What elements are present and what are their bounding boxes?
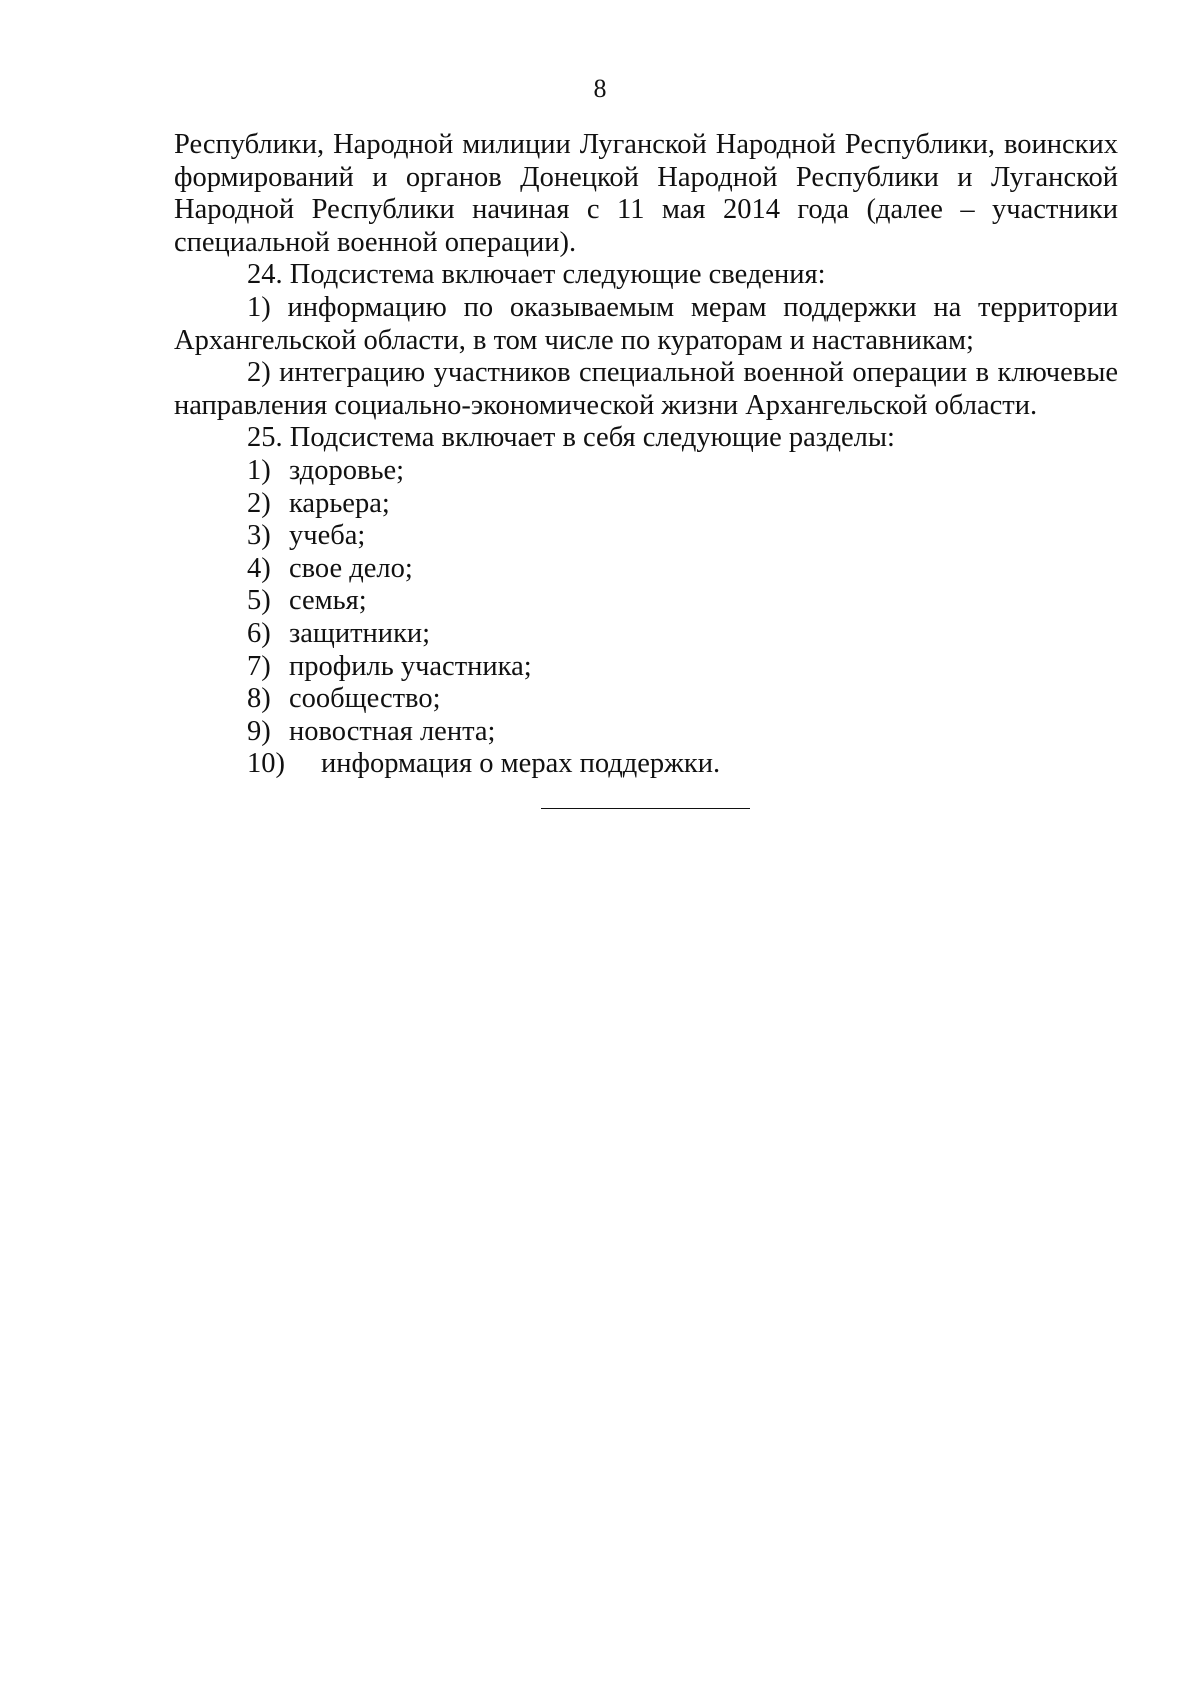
list-item-text: профиль участника; bbox=[289, 650, 532, 682]
list-item bbox=[174, 455, 1118, 488]
list-item bbox=[174, 683, 1118, 716]
list-item bbox=[174, 553, 1118, 586]
paragraph-24: 24. Подсистема включает следующие сведения: bbox=[247, 259, 826, 291]
list-item-text: здоровье; bbox=[289, 454, 405, 486]
list-item-text: защитники; bbox=[289, 617, 431, 649]
paragraph-continuation: Республики, Народной милиции Луганской Народной Республики, воинских формирований и органов Донецкой Народной Республики и Луганской Народной Республики начиная с 11 мая 2014 года (далее – участники специальной военной операции). bbox=[174, 129, 1118, 258]
list-item bbox=[174, 651, 1118, 684]
list-item bbox=[174, 716, 1118, 749]
list-item-number: 10) bbox=[247, 748, 285, 780]
list-item-number: 6) bbox=[247, 617, 271, 649]
list-item-number: 7) bbox=[247, 650, 271, 682]
sections-list bbox=[174, 455, 1118, 781]
list-item-number: 4) bbox=[247, 552, 271, 584]
list-item-text: сообщество; bbox=[289, 683, 441, 715]
list-item bbox=[174, 618, 1118, 651]
paragraph-24-item-1: 1) информацию по оказываемым мерам поддержки на территории Архангельской области, в том числе по кураторам и наставникам; bbox=[174, 291, 1118, 356]
paragraph-24-item-2: 2) интеграцию участников специальной военной операции в ключевые направления социально-экономической жизни Архангельской области. bbox=[174, 357, 1118, 421]
list-item-text: карьера; bbox=[289, 487, 390, 519]
list-item-number: 8) bbox=[247, 683, 271, 715]
list-item-number: 2) bbox=[247, 487, 271, 519]
list-item bbox=[174, 748, 1118, 781]
list-item-text: семья; bbox=[289, 585, 367, 617]
list-item-number: 3) bbox=[247, 520, 271, 552]
list-item-text: свое дело; bbox=[289, 552, 413, 584]
list-item-text: информация о мерах поддержки. bbox=[321, 748, 721, 780]
list-item-number: 1) bbox=[247, 454, 271, 486]
list-item bbox=[174, 488, 1118, 521]
list-item-number: 5) bbox=[247, 585, 271, 617]
paragraph-25: 25. Подсистема включает в себя следующие разделы: bbox=[247, 422, 895, 454]
list-item-text: новостная лента; bbox=[289, 715, 496, 747]
end-of-document-rule bbox=[541, 808, 750, 809]
list-item bbox=[174, 520, 1118, 553]
document-body bbox=[174, 129, 1118, 781]
list-item-number: 9) bbox=[247, 715, 271, 747]
page-number: 8 bbox=[593, 74, 607, 103]
list-item-text: учеба; bbox=[289, 520, 366, 552]
list-item bbox=[174, 585, 1118, 618]
